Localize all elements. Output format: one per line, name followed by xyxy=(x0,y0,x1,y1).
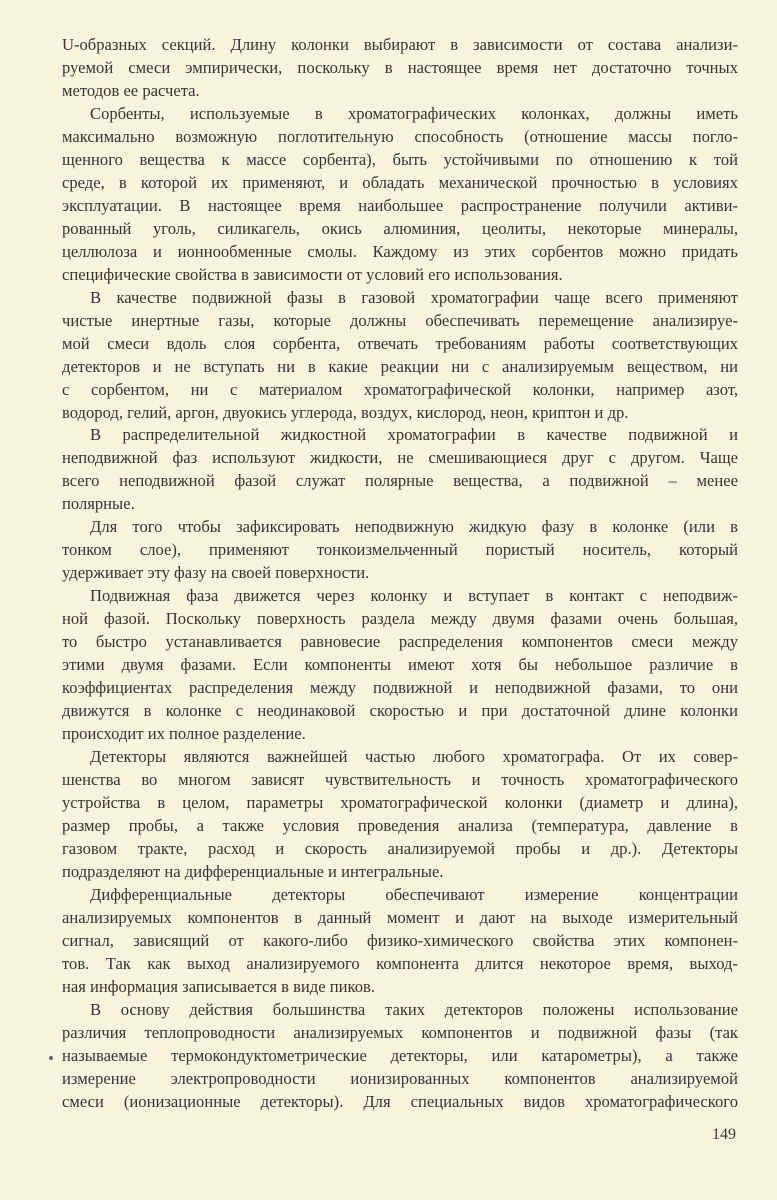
text-line: неподвижной фаз используют жидкости, не смешивающиеся друг с другом. Чаще xyxy=(62,448,738,468)
text-line: различия теплопроводности анализируемых компонентов и подвижной фазы (так xyxy=(62,1022,738,1042)
paragraph xyxy=(62,424,738,516)
paragraph xyxy=(62,999,738,1114)
paragraph xyxy=(62,34,738,103)
text-line: водород, гелий, аргон, двуокись углерода, воздух, кислород, неон, криптон и др. xyxy=(62,402,629,422)
text-line: ная информация записывается в виде пиков. xyxy=(62,976,376,996)
text-line: Сорбенты, используемые в хроматографических колонках, должны иметь xyxy=(90,103,738,123)
text-line: В основу действия большинства таких детекторов положены использование xyxy=(90,999,738,1019)
text-line: ной фазой. Поскольку поверхность раздела между двумя фазами очень большая, xyxy=(62,609,738,629)
paragraph xyxy=(62,746,738,884)
paragraph xyxy=(62,884,738,999)
text-line: эксплуатации. В настоящее время наибольшее распространение получили активи- xyxy=(62,195,738,215)
text-line: Детекторы являются важнейшей частью любого хроматографа. От их совер- xyxy=(90,747,738,767)
text-line: максимально возможную поглотительную способность (отношение массы погло- xyxy=(62,126,738,146)
text-line: руемой смеси эмпирически, поскольку в настоящее время нет достаточно точных xyxy=(62,57,738,77)
text-line: специфические свойства в зависимости от условий его использования. xyxy=(62,264,563,284)
margin-mark xyxy=(49,1056,53,1060)
text-line: чистые инертные газы, которые должны обеспечивать перемещение анализируе- xyxy=(62,310,738,330)
text-line: размер пробы, а также условия проведения анализа (температура, давление в xyxy=(62,815,738,835)
text-line: тов. Так как выход анализируемого компонента длится некоторое время, выход- xyxy=(62,953,738,973)
text-line: называемые термокондуктометрические детекторы, или катарометры), а также xyxy=(62,1045,738,1065)
text-line: шенства во многом зависят чувствительность и точность хроматографического xyxy=(62,770,738,789)
text-line: сигнал, зависящий от какого-либо физико-химического свойства этих компонен- xyxy=(62,930,738,950)
text-line: Подвижная фаза движется через колонку и вступает в контакт с неподвиж- xyxy=(90,586,738,606)
text-line: устройства в целом, параметры хроматографической колонки (диаметр и длина), xyxy=(62,792,738,812)
page-body xyxy=(62,34,738,1114)
text-line: среде, в которой их применяют, и обладать механической прочностью в условиях xyxy=(62,172,738,192)
text-line: методов ее расчета. xyxy=(62,80,200,100)
text-line: удерживает эту фазу на своей поверхности. xyxy=(62,563,370,583)
text-line: щенного вещества к массе сорбента), быть устойчивыми по отношению к той xyxy=(62,149,738,169)
text-line: с сорбентом, ни с материалом хроматографической колонки, например азот, xyxy=(62,379,738,399)
text-line: газовом тракте, расход и скорость анализируемой пробы и др.). Детекторы xyxy=(62,838,738,858)
text-line: целлюлоза и ионнообменные смолы. Каждому из этих сорбентов можно придать xyxy=(62,241,738,261)
text-line: В распределительной жидкостной хроматографии в качестве подвижной и xyxy=(90,425,738,445)
paragraph xyxy=(62,516,738,585)
text-line: Дифференциальные детекторы обеспечивают измерение концентрации xyxy=(90,884,738,904)
text-line: всего неподвижной фазой служат полярные вещества, а подвижной – менее xyxy=(62,471,738,491)
text-line: измерение электропроводности ионизированных компонентов анализируемой xyxy=(62,1068,738,1088)
text-line: происходит их полное разделение. xyxy=(62,724,306,744)
paragraph xyxy=(62,287,738,425)
text-line: U-образных секций. Длину колонки выбирают в зависимости от состава анализи- xyxy=(62,35,738,54)
text-line: полярные. xyxy=(62,494,135,514)
text-line: В качестве подвижной фазы в газовой хроматографии чаще всего применяют xyxy=(90,287,738,307)
page-number: 149 xyxy=(712,1126,736,1143)
text-line: то быстро устанавливается равновесие распределения компонентов смеси между xyxy=(62,632,738,652)
text-line: подразделяют на дифференциальные и интегральные. xyxy=(62,861,444,881)
text-line: смеси (ионизационные детекторы). Для специальных видов хроматографического xyxy=(62,1091,738,1111)
paragraph xyxy=(62,585,738,746)
text-line: коэффициентах распределения между подвижной и неподвижной фазами, то они xyxy=(62,678,738,698)
text-line: этими двумя фазами. Если компоненты имеют хотя бы небольшое различие в xyxy=(62,655,738,675)
text-line: движутся в колонке с неодинаковой скоростью и при достаточной длине колонки xyxy=(62,701,738,721)
text-line: детекторов и не вступать ни в какие реакции ни с анализируемым веществом, ни xyxy=(62,356,738,376)
paragraph xyxy=(62,103,738,287)
text-line: тонком слое), применяют тонкоизмельченный пористый носитель, который xyxy=(62,540,738,560)
text-line: рованный уголь, силикагель, окись алюминия, цеолиты, некоторые минералы, xyxy=(62,218,738,238)
text-line: Для того чтобы зафиксировать неподвижную жидкую фазу в колонке (или в xyxy=(90,517,738,537)
text-line: анализируемых компонентов в данный момент и дают на выходе измерительный xyxy=(62,907,738,927)
text-line: мой смеси вдоль слоя сорбента, отвечать требованиям работы соответствующих xyxy=(62,333,738,353)
